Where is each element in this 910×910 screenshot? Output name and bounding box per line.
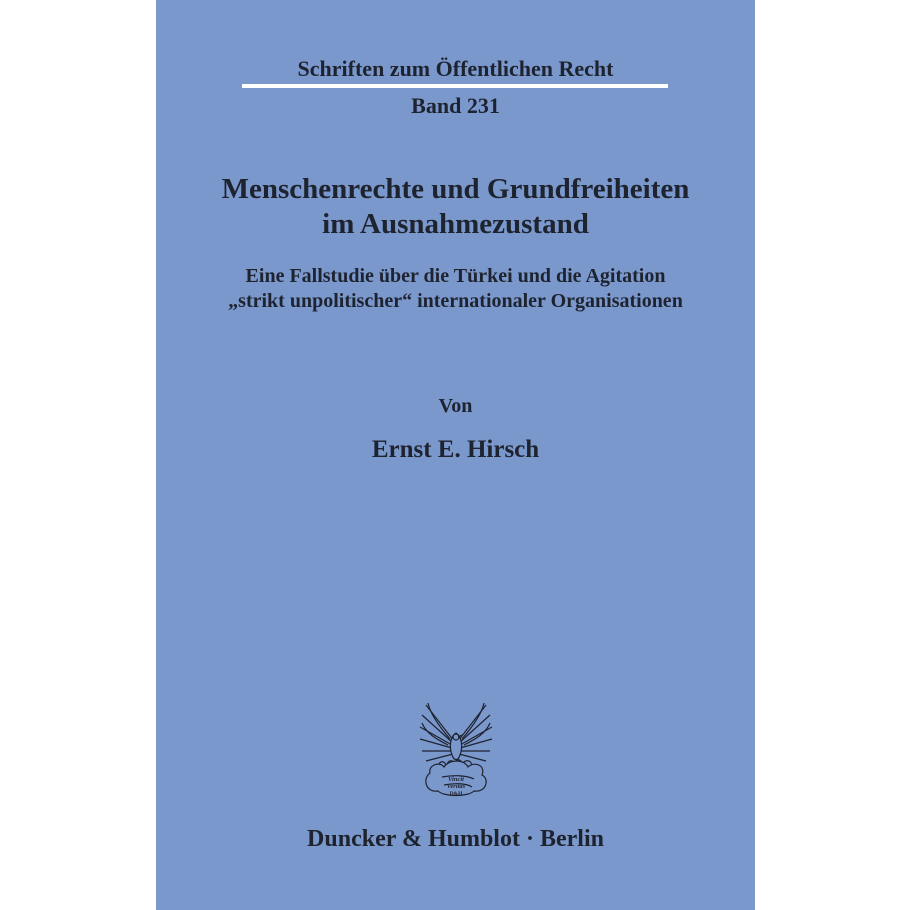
- svg-text:D&H: D&H: [449, 791, 463, 797]
- by-label: Von: [438, 395, 473, 417]
- book-title-line-1: Menschenrechte und Grundfreiheiten: [221, 173, 690, 205]
- author-name: Ernst E. Hirsch: [371, 436, 540, 463]
- volume-number: Band 231: [411, 93, 500, 118]
- book-subtitle-line-2: „strikt unpolitischer“ internationaler Organisationen: [228, 290, 683, 312]
- series-title: Schriften zum Öffentlichen Recht: [297, 56, 614, 81]
- svg-text:Veritas: Veritas: [446, 783, 466, 790]
- book-title: [156, 172, 755, 242]
- publisher-name: Duncker & Humblot · Berlin: [307, 826, 604, 852]
- book-title-line-2: im Ausnahmezustand: [322, 208, 589, 240]
- book-cover: [156, 0, 755, 910]
- svg-text:Vincit: Vincit: [448, 776, 464, 783]
- divider-rule: [242, 84, 668, 88]
- publisher-logo-icon: [416, 695, 496, 799]
- book-subtitle: [156, 264, 755, 314]
- book-subtitle-line-1: Eine Fallstudie über die Türkei und die Agitation: [245, 265, 666, 287]
